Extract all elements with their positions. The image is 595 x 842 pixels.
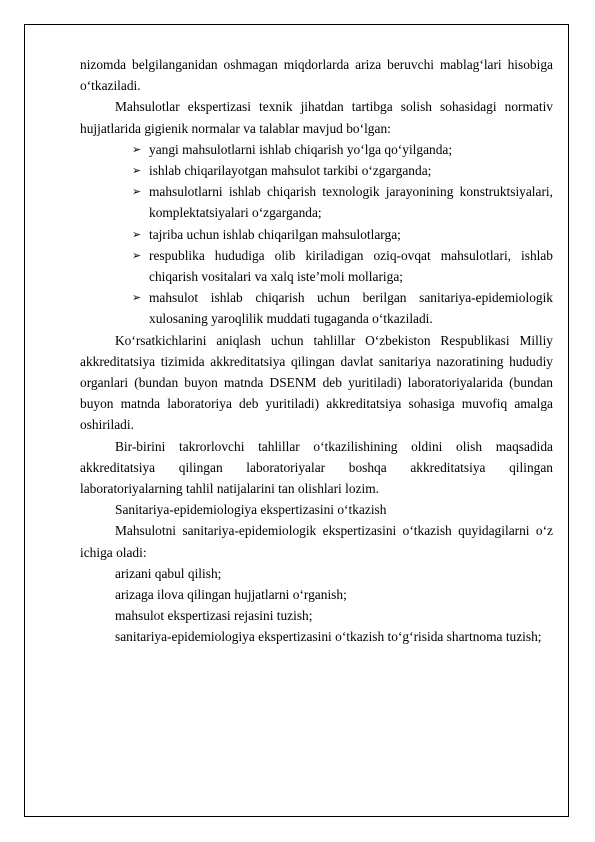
list-line: arizaga ilova qilingan hujjatlarni o‘rganish; bbox=[115, 587, 347, 603]
bullet-item: ➢ respublika hududiga olib kiriladigan oziq-ovqat mahsulotlari, ishlab chiqarish vositalari va xalq iste’moli mollariga; bbox=[149, 245, 553, 287]
list-line: sanitariya-epidemiologiya ekspertizasini o‘tkazish to‘g‘risida shartnoma tuzish; bbox=[115, 629, 542, 645]
list-line: arizani qabul qilish; bbox=[115, 565, 222, 581]
arrow-bullet-icon: ➢ bbox=[132, 291, 142, 305]
arrow-bullet-icon: ➢ bbox=[132, 185, 142, 199]
bullet-item: ➢ yangi mahsulotlarni ishlab chiqarish yo‘lga qo‘yilganda; bbox=[149, 139, 553, 160]
arrow-bullet-icon: ➢ bbox=[132, 227, 142, 241]
list-line: mahsulot ekspertizasi rejasini tuzish; bbox=[115, 608, 313, 624]
paragraph: Mahsulotlar ekspertizasi texnik jihatdan tartibga solish sohasidagi normativ hujjatlarida gigienik normalar va talablar mavjud bo‘lgan: bbox=[80, 99, 553, 136]
bullet-item: ➢ mahsulot ishlab chiqarish uchun berilgan sanitariya-epidemiologik xulosaning yaroqlilik muddati tugaganda o‘tkaziladi. bbox=[149, 287, 553, 329]
paragraph: nizomda belgilanganidan oshmagan miqdorlarda ariza beruvchi mablag‘lari hisobiga o‘tkaziladi. bbox=[80, 57, 553, 94]
bullet-item: ➢ mahsulotlarni ishlab chiqarish texnologik jarayonining konstruktsiyalari, komplektatsiyalari o‘zgarganda; bbox=[149, 181, 553, 223]
document-body bbox=[80, 54, 553, 648]
arrow-bullet-icon: ➢ bbox=[132, 164, 142, 178]
paragraph: Mahsulotni sanitariya-epidemiologik ekspertizasini o‘tkazish quyidagilarni o‘z ichiga oladi: bbox=[80, 523, 553, 560]
arrow-bullet-icon: ➢ bbox=[132, 142, 142, 156]
arrow-bullet-icon: ➢ bbox=[132, 248, 142, 262]
paragraph: Ko‘rsatkichlarini aniqlash uchun tahlillar O‘zbekiston Respublikasi Milliy akkreditatsiya tizimida akkreditatsiya qilingan davlat sanitariya nazoratining hududiy organlari (bundan buyon matnda DSENM deb yuritiladi) laboratoriyalarida (bundan buyon matnda laboratoriya deb yuritiladi) akkreditatsiya sohasiga muvofiq amalga oshiriladi. bbox=[80, 332, 553, 433]
bullet-item: ➢ tajriba uchun ishlab chiqarilgan mahsulotlarga; bbox=[149, 224, 553, 245]
paragraph: Bir-birini takrorlovchi tahlillar o‘tkazilishining oldini olish maqsadida akkreditatsiya qilingan laboratoriyalar boshqa akkreditatsiya qilingan laboratoriyalarning tahlil natijalarini tan olishlari lozim. bbox=[80, 438, 553, 497]
bullet-list bbox=[80, 139, 553, 330]
section-heading: Sanitariya-epidemiologiya ekspertizasini o‘tkazish bbox=[115, 502, 387, 518]
bullet-item: ➢ ishlab chiqarilayotgan mahsulot tarkibi o‘zgarganda; bbox=[149, 160, 553, 181]
